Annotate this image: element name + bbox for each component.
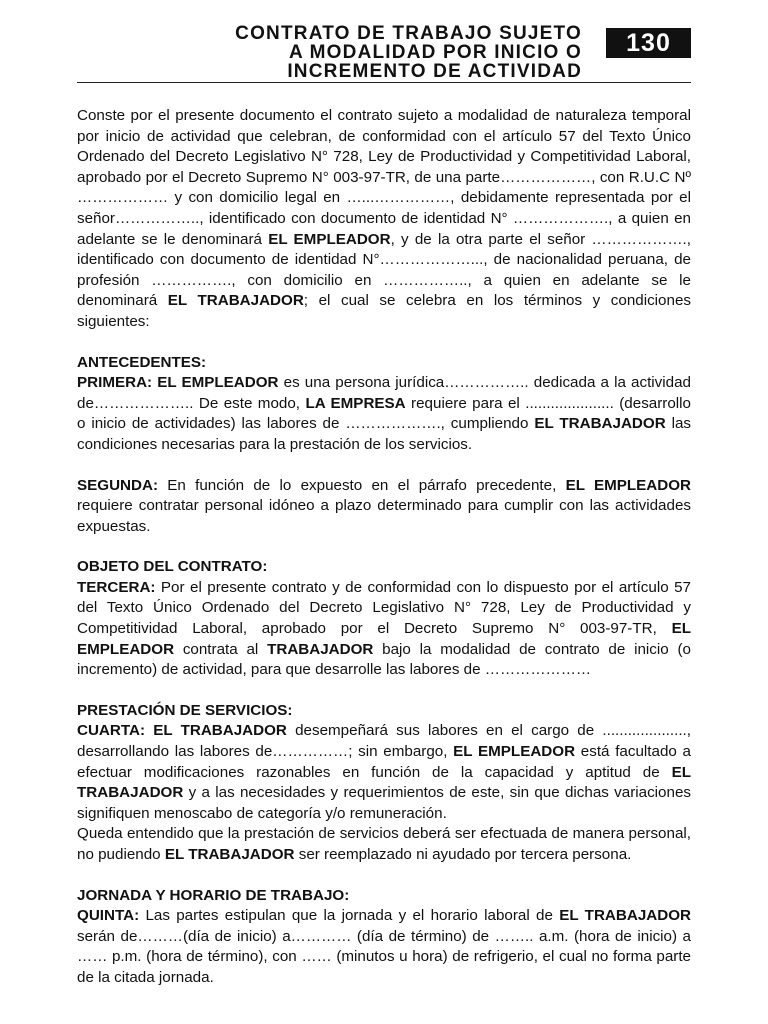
section-heading-antecedentes: ANTECEDENTES:	[77, 353, 207, 371]
form-number-badge: 130	[606, 28, 691, 58]
title-line-3: INCREMENTO DE ACTIVIDAD	[287, 61, 582, 82]
title-line-1: CONTRATO DE TRABAJO SUJETO	[235, 23, 582, 44]
clause-segunda: SEGUNDA: En función de lo expuesto en el párrafo precedente, EL EMPLEADOR requiere contratar personal idóneo a plazo determinado para cumplir con las actividades expuestas.	[77, 476, 692, 535]
clause-quinta: QUINTA: Las partes estipulan que la jornada y el horario laboral de EL TRABAJADOR serán de………(día de inicio) a………… (día de término) de …….. a.m. (hora de inicio) a …… p.m. (hora de término), con …… (minutos u hora) de refrigerio, el cual no forma parte de la citada jornada.	[77, 907, 691, 986]
document-title	[150, 24, 582, 81]
intro-paragraph: Conste por el presente documento el contrato sujeto a modalidad de naturaleza temporal por inicio de actividad que celebran, de conformidad con el artículo 57 del Texto Único Ordenado del Decreto Legislativo N° 728, Ley de Productividad y Competitividad Laboral, aprobado por el Decreto Supremo N° 003-97-TR, de una parte………………, con R.U.C Nº ……………… y con domicilio legal en …...……………, debidamente representada por el señor…………….., identificado con documento de identidad N° ………………., a quien en adelante se le denominará EL EMPLEADOR, y de la otra parte el señor ………………., identificado con documento de identidad N°………………..., de nacionalidad peruana, de profesión ……………., con domicilio en …………….., a quien en adelante se le denominará EL TRABAJADOR; el cual se celebra en los términos y condiciones siguientes:	[77, 107, 691, 330]
clause-primera: PRIMERA: EL EMPLEADOR es una persona jurídica…………….. dedicada a la actividad de……………….. De este modo, LA EMPRESA requiere para el ..................... (desarrollo o inicio de actividades) las labores de ………………., cumpliendo EL TRABAJADOR las condiciones necesarias para la prestación de los servicios.	[77, 374, 691, 453]
title-line-2: A MODALIDAD POR INICIO O	[288, 42, 582, 63]
section-heading-objeto: OBJETO DEL CONTRATO:	[77, 558, 268, 576]
contract-body	[77, 106, 691, 989]
clause-cuarta-continuation: Queda entendido que la prestación de servicios deberá ser efectuada de manera personal, no pudiendo EL TRABAJADOR ser reemplazado ni ayudado por tercera persona.	[77, 825, 691, 863]
header-divider	[77, 82, 691, 83]
clause-tercera: TERCERA: Por el presente contrato y de conformidad con lo dispuesto por el artículo 57 del Texto Único Ordenado del Decreto Legislativo N° 728, Ley de Productividad y Competitividad Laboral, aprobado por el Decreto Supremo N° 003-97-TR, EL EMPLEADOR contrata al TRABAJADOR bajo la modalidad de contrato de inicio (o incremento) de actividad, para que desarrolle las labores de …………………	[77, 578, 691, 679]
section-heading-jornada: JORNADA Y HORARIO DE TRABAJO:	[77, 886, 350, 904]
section-heading-prestacion: PRESTACIÓN DE SERVICIOS:	[77, 701, 293, 719]
clause-cuarta: CUARTA: EL TRABAJADOR desempeñará sus labores en el cargo de ...................., desarrollando las labores de……………; sin embargo, EL EMPLEADOR está facultado a efectuar modificaciones razonables en función de la capacidad y aptitud de EL TRABAJADOR y a las necesidades y requerimientos de este, sin que dichas variaciones signifiquen menoscabo de categoría y/o remuneración.	[77, 722, 692, 822]
